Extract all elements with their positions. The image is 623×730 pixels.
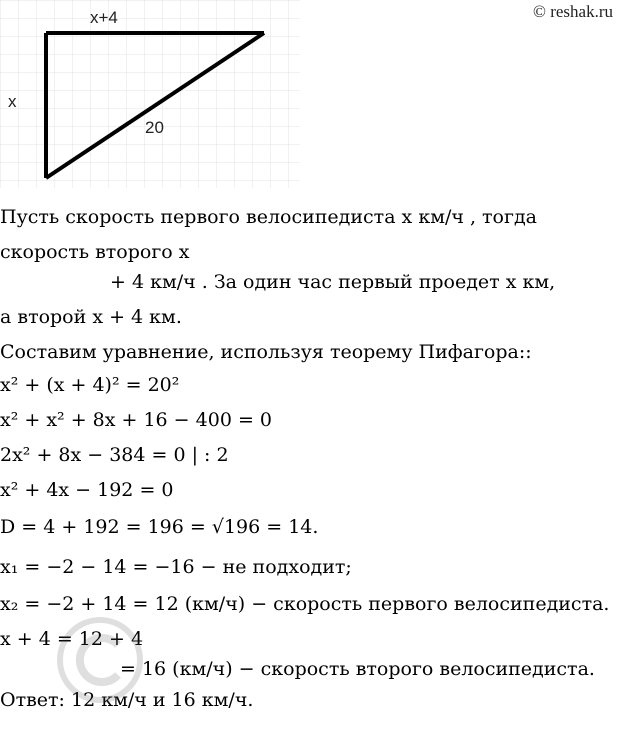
equation-2: x² + x² + 8x + 16 − 400 = 0: [0, 409, 272, 431]
root-2-line: x₂ = −2 + 14 = 12 (км/ч) − скорость первого велосипедиста.: [0, 593, 610, 615]
triangle-figure: [0, 0, 300, 190]
equation-1: x² + (x + 4)² = 20²: [0, 374, 180, 396]
equation-4: x² + 4x − 192 = 0: [0, 479, 174, 501]
second-speed-result-line: = 16 (км/ч) − скорость второго велосипедиста.: [120, 658, 595, 680]
text-line-3: + 4 км/ч . За один час первый проедет x км,: [110, 271, 556, 293]
label-left-leg: x: [8, 92, 17, 111]
text-line-4: а второй x + 4 км.: [0, 306, 182, 328]
equation-3: 2x² + 8x − 384 = 0 | : 2: [0, 444, 229, 466]
text-line-2: скорость второго x: [0, 241, 190, 263]
discriminant-line: D = 4 + 192 = 196 = √196 = 14.: [0, 516, 319, 538]
answer-line: Ответ: 12 км/ч и 16 км/ч.: [0, 689, 254, 711]
text-line-1: Пусть скорость первого велосипедиста x км/ч , тогда: [0, 206, 537, 228]
root-1-line: x₁ = −2 − 14 = −16 − не подходит;: [0, 556, 352, 578]
site-watermark: © reshak.ru: [533, 2, 613, 21]
label-hypotenuse: 20: [145, 118, 164, 137]
second-speed-line: x + 4 = 12 + 4: [0, 628, 144, 650]
triangle-diagram: [0, 0, 300, 190]
text-line-5: Составим уравнение, используя теорему Пифагора::: [0, 341, 532, 363]
label-top-leg: x+4: [90, 8, 118, 27]
